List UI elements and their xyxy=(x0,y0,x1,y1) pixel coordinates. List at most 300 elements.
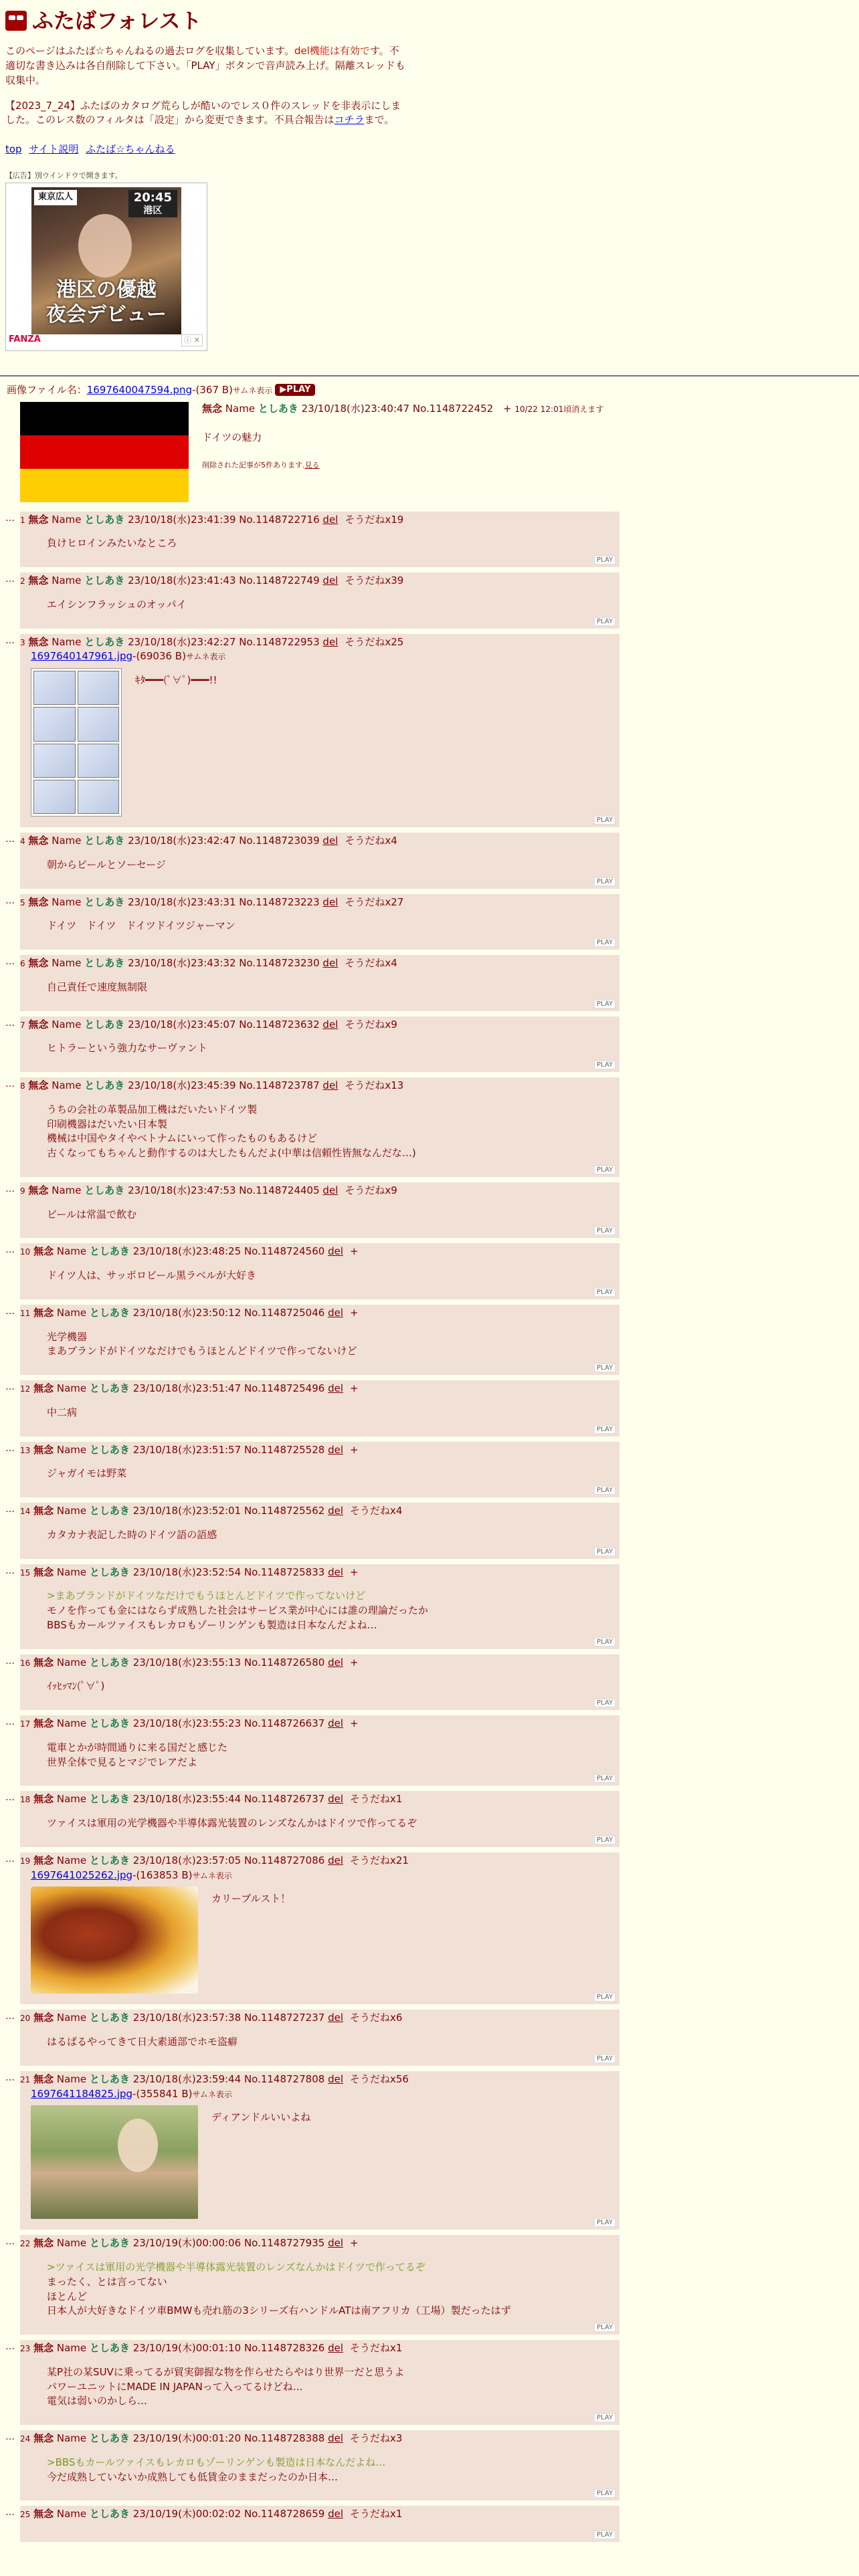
reply-comment xyxy=(205,2111,310,2214)
post-number[interactable]: No.1148725833 xyxy=(244,1566,325,1578)
play-button[interactable]: PLAY xyxy=(594,1699,615,1707)
reply-comment xyxy=(20,1041,619,1056)
sodane-button[interactable]: + xyxy=(349,2237,359,2250)
post-number[interactable]: No.1148723039 xyxy=(239,835,320,847)
reply-marker: … xyxy=(5,1305,15,1317)
op-body xyxy=(189,402,603,502)
play-button[interactable]: PLAY xyxy=(594,877,615,886)
poster-name: としあき xyxy=(258,402,298,415)
name-word: Name xyxy=(52,635,82,648)
subject: 無念 xyxy=(33,2432,54,2445)
post-number[interactable]: No.1148727808 xyxy=(244,2072,325,2085)
reply-comment xyxy=(20,1208,619,1222)
reply-post-info xyxy=(20,513,619,528)
post-number[interactable]: No.1148724560 xyxy=(244,1245,325,1258)
dirndl-image xyxy=(31,2105,198,2219)
del-link[interactable]: del xyxy=(328,2508,343,2520)
del-link[interactable]: del xyxy=(328,2432,343,2445)
post-number[interactable]: No.1148723632 xyxy=(239,1018,320,1031)
comic-image xyxy=(31,668,122,817)
reply-post xyxy=(20,1380,619,1436)
sodane-button[interactable]: そうだねx21 xyxy=(349,1854,409,1866)
play-button[interactable]: PLAY xyxy=(594,1425,615,1434)
reply-index: 21 xyxy=(20,2074,31,2084)
sodane-button[interactable]: そうだねx1 xyxy=(349,2342,403,2355)
del-link[interactable]: del xyxy=(322,1184,339,1196)
sodane-button[interactable]: そうだねx6 xyxy=(349,2012,403,2024)
report-link[interactable]: コチラ xyxy=(334,114,365,126)
op-play-button[interactable]: ▶PLAY xyxy=(275,384,315,396)
reply-index: 17 xyxy=(20,1719,31,1729)
play-row xyxy=(20,1775,619,1783)
reply-post xyxy=(20,1305,619,1375)
post-number[interactable]: No.1148727935 xyxy=(244,2237,325,2250)
nav-about-link[interactable]: サイト説明 xyxy=(29,143,79,156)
reply-row xyxy=(5,894,859,956)
play-button[interactable]: PLAY xyxy=(594,1061,615,1069)
play-row xyxy=(20,1364,619,1372)
post-number[interactable]: No.1148725562 xyxy=(244,1505,325,1517)
post-number[interactable]: No.1148723230 xyxy=(239,957,320,970)
play-button[interactable]: PLAY xyxy=(594,1638,615,1646)
post-number[interactable]: No.1148722749 xyxy=(239,574,320,587)
ad-close-icon[interactable]: ⓘ ✕ xyxy=(181,334,203,346)
reply-image-body xyxy=(20,664,619,817)
poster-name: としあき xyxy=(89,2237,130,2250)
reply-post xyxy=(20,894,619,950)
play-button[interactable]: PLAY xyxy=(594,1486,615,1495)
thumb-toggle[interactable]: サムネ表示 xyxy=(232,385,273,395)
reply-post xyxy=(20,2071,619,2230)
show-deleted-link[interactable]: 見る xyxy=(304,461,320,470)
post-number[interactable]: No.1148723223 xyxy=(239,895,320,908)
reply-row xyxy=(5,512,859,573)
play-button[interactable]: PLAY xyxy=(594,2323,615,2332)
sodane-button[interactable]: そうだねx56 xyxy=(349,2072,409,2085)
post-number[interactable]: No.1148725046 xyxy=(244,1306,325,1319)
nav-top-link[interactable]: top xyxy=(5,143,22,156)
del-link[interactable]: del xyxy=(328,1793,343,1806)
name-word: Name xyxy=(56,1854,87,1866)
play-row xyxy=(20,1638,619,1646)
comment-line: まあブランドがドイツなだけでもうほとんどドイツで作ってないけど xyxy=(47,1345,357,1358)
poster-name: としあき xyxy=(89,1793,130,1806)
comment-line: 光学機器 xyxy=(47,1330,88,1343)
comment-line: エイシンフラッシュのオッパイ xyxy=(47,598,187,611)
comment-line: カリーブルスト！ xyxy=(211,1893,291,1905)
reply-comment xyxy=(20,1406,619,1420)
reply-file-link[interactable]: 1697641025262.jpg xyxy=(31,1868,133,1881)
play-button[interactable]: PLAY xyxy=(594,1547,615,1556)
subject: 無念 xyxy=(33,1306,54,1319)
reply-post xyxy=(20,1182,619,1239)
post-datetime: 23/10/18(水)23:52:01 xyxy=(132,1505,242,1517)
del-link[interactable]: del xyxy=(328,1443,343,1456)
thumb-toggle[interactable]: サムネ表示 xyxy=(192,1870,232,1881)
post-number[interactable]: No.1148725496 xyxy=(244,1382,325,1395)
play-button[interactable]: PLAY xyxy=(594,816,615,825)
poster-name: としあき xyxy=(84,895,125,908)
play-button[interactable]: PLAY xyxy=(594,2218,615,2227)
op-image-german-flag[interactable] xyxy=(20,402,189,502)
reply-file-size: -(355841 B) xyxy=(132,2087,193,2100)
play-row xyxy=(20,1487,619,1495)
reply-index: 24 xyxy=(20,2434,31,2444)
reply-row xyxy=(5,2506,859,2547)
reply-row xyxy=(5,833,859,894)
ad-image[interactable] xyxy=(31,187,181,334)
comment-line: まったく、とは言ってない xyxy=(47,2275,167,2288)
comment-line: モノを作っても金にはならず成熟した社会はサービス業が中心には誰の理論だったか xyxy=(47,1604,428,1617)
reply-post-info xyxy=(20,1245,619,1259)
post-datetime: 23/10/18(水)23:48:25 xyxy=(132,1245,242,1258)
reply-post xyxy=(20,955,619,1011)
reply-post-info xyxy=(20,1443,619,1458)
reply-index: 13 xyxy=(20,1445,31,1455)
comment-line: 印刷機器はだいたい日本製 xyxy=(47,1117,168,1130)
subject: 無念 xyxy=(28,1079,49,1092)
poster-name: としあき xyxy=(89,2072,130,2085)
del-link[interactable]: del xyxy=(328,1656,343,1669)
name-word: Name xyxy=(56,2508,87,2520)
reply-thumbnail[interactable] xyxy=(31,2105,198,2219)
post-datetime: 23/10/19(木)00:01:20 xyxy=(132,2432,242,2445)
sodane-button[interactable]: + xyxy=(349,1656,359,1669)
post-datetime: 23/10/18(水)23:57:38 xyxy=(132,2012,242,2024)
reply-marker: … xyxy=(5,1442,15,1454)
reply-post xyxy=(20,1442,619,1498)
post-number[interactable]: No.1148728326 xyxy=(244,2342,325,2355)
header-divider xyxy=(0,375,859,377)
reply-index: 10 xyxy=(20,1247,31,1257)
subject: 無念 xyxy=(33,2237,54,2250)
reply-post xyxy=(20,1791,619,1847)
post-datetime: 23/10/18(水)23:45:39 xyxy=(128,1079,236,1092)
thumb-toggle[interactable]: サムネ表示 xyxy=(185,652,226,662)
play-row xyxy=(20,1061,619,1069)
reply-row xyxy=(5,2340,859,2430)
reply-index: 20 xyxy=(20,2014,31,2024)
play-button[interactable]: PLAY xyxy=(594,1226,615,1235)
reply-marker: … xyxy=(5,1017,15,1029)
play-row xyxy=(20,1000,619,1008)
reply-comment xyxy=(20,598,619,613)
sodane-button[interactable]: そうだねx25 xyxy=(345,635,404,648)
comic-panel xyxy=(33,780,76,814)
post-number[interactable]: No.1148722716 xyxy=(239,513,320,526)
comment-line: はるばるやってきて日大素通部でホモ盗癖 xyxy=(47,2036,238,2048)
name-word: Name xyxy=(56,2432,87,2445)
sodane-button[interactable]: + xyxy=(349,1443,359,1456)
sodane-button[interactable]: + xyxy=(349,1306,359,1319)
poster-name: としあき xyxy=(89,1566,130,1578)
post-datetime: 23/10/18(水)23:40:47 xyxy=(301,402,410,415)
reply-comment xyxy=(20,1103,619,1161)
del-link[interactable]: del xyxy=(328,1382,343,1395)
comment-line: ほとんど xyxy=(47,2290,88,2302)
name-word: Name xyxy=(52,1184,82,1196)
play-button[interactable]: PLAY xyxy=(594,2531,615,2539)
name-word: Name xyxy=(56,1245,87,1258)
reply-marker: … xyxy=(5,1382,15,1393)
reply-thread xyxy=(0,512,859,2548)
post-number[interactable]: No.1148727237 xyxy=(244,2012,325,2024)
post-datetime: 23/10/18(水)23:55:44 xyxy=(132,1793,242,1806)
reply-post-info xyxy=(20,2011,619,2026)
comment-line: BBSもカールツァイスもレカロもゾーリンゲンも製造は日本なんだよね… xyxy=(47,1618,377,1631)
reply-post xyxy=(20,1654,619,1711)
sodane-button[interactable]: そうだねx19 xyxy=(345,513,404,526)
sodane-button[interactable]: そうだねx9 xyxy=(345,1184,397,1196)
comment-line: ドイツ人は、サッポロビール黒ラベルが大好き xyxy=(47,1269,257,1282)
post-number[interactable]: No.1148724405 xyxy=(239,1184,320,1196)
subject: 無念 xyxy=(33,2342,54,2355)
sodane-button[interactable]: そうだねx9 xyxy=(345,1018,397,1031)
sodane-button[interactable]: そうだねx27 xyxy=(345,895,404,908)
play-button[interactable]: PLAY xyxy=(594,617,615,626)
post-number[interactable]: No.1148727086 xyxy=(244,1854,325,1866)
play-button[interactable]: PLAY xyxy=(594,1836,615,1844)
sodane-button[interactable]: そうだねx39 xyxy=(345,574,404,587)
reply-file-link[interactable]: 1697641184825.jpg xyxy=(31,2087,133,2100)
name-word: Name xyxy=(52,895,82,908)
del-link[interactable]: del xyxy=(322,1079,339,1092)
post-number[interactable]: No.1148725528 xyxy=(244,1443,325,1456)
play-button[interactable]: PLAY xyxy=(594,938,615,947)
poster-name: としあき xyxy=(84,1184,125,1196)
reply-file-line xyxy=(20,2087,619,2102)
reply-post xyxy=(20,1503,619,1559)
comment-line: 世界全体で見るとマジでレアだよ xyxy=(47,1755,198,1768)
post-datetime: 23/10/18(水)23:41:39 xyxy=(128,513,236,526)
reply-marker: … xyxy=(5,2011,15,2022)
reply-post-info xyxy=(20,1382,619,1396)
reply-index: 4 xyxy=(20,837,25,847)
name-word: Name xyxy=(56,1505,87,1517)
post-number[interactable]: No.1148722452 xyxy=(412,402,494,415)
del-link[interactable]: del xyxy=(328,1245,343,1258)
reply-post-info xyxy=(20,1656,619,1671)
subject: 無念 xyxy=(28,513,49,526)
name-word: Name xyxy=(56,2237,87,2250)
poster-name: としあき xyxy=(89,2342,130,2355)
play-button[interactable]: PLAY xyxy=(594,2054,615,2063)
sodane-button[interactable]: そうだねx1 xyxy=(349,2508,403,2520)
reply-row xyxy=(5,1564,859,1654)
del-link[interactable]: del xyxy=(328,1717,343,1730)
sodane-button[interactable]: + xyxy=(349,1566,359,1578)
del-link[interactable]: del xyxy=(328,1306,343,1319)
reply-thumbnail[interactable] xyxy=(31,668,122,817)
name-word: Name xyxy=(56,1793,87,1806)
reply-comment xyxy=(20,2035,619,2050)
reply-index: 5 xyxy=(20,897,25,907)
reply-file-line xyxy=(20,649,619,664)
reply-post xyxy=(20,1243,619,1299)
reply-index: 16 xyxy=(20,1658,31,1668)
reply-marker: … xyxy=(5,2341,15,2353)
comment-line: ドイツ ドイツ ドイツドイツジャーマン xyxy=(47,920,235,932)
post-datetime: 23/10/18(水)23:43:32 xyxy=(128,957,236,970)
del-link[interactable]: del xyxy=(328,1854,343,1866)
comment-line: ヒトラーという強力なサーヴァント xyxy=(47,1042,207,1055)
play-button[interactable]: PLAY xyxy=(594,2489,615,2498)
post-datetime: 23/10/19(木)00:01:10 xyxy=(132,2342,242,2355)
page-header xyxy=(0,0,859,351)
sodane-button[interactable]: そうだねx4 xyxy=(345,957,397,970)
play-row xyxy=(20,2490,619,2498)
poster-name: としあき xyxy=(89,2012,130,2024)
sodane-button[interactable]: そうだねx1 xyxy=(349,1793,403,1806)
reply-post-info xyxy=(20,1018,619,1033)
sodane-button[interactable]: + xyxy=(503,402,512,415)
play-button[interactable]: PLAY xyxy=(594,1288,615,1297)
reply-marker: … xyxy=(5,834,15,845)
reply-row xyxy=(5,634,859,833)
sodane-button[interactable]: + xyxy=(349,1382,359,1395)
comment-line: 某P社の某SUVに乗ってるが貿実御握な物を作らせたらやはり世界一だと思うよ xyxy=(47,2365,405,2378)
del-link[interactable]: del xyxy=(328,2072,343,2085)
reply-post xyxy=(20,2430,619,2500)
play-row xyxy=(20,1227,619,1235)
post-number[interactable]: No.1148726737 xyxy=(244,1793,325,1806)
reply-index: 19 xyxy=(20,1856,31,1866)
post-number[interactable]: No.1148726637 xyxy=(244,1717,325,1730)
quote-line: >ツァイスは軍用の光学機器や半導体露光装置のレンズなんかはドイツで作ってるぞ xyxy=(47,2261,425,2274)
sodane-button[interactable]: + xyxy=(349,1717,359,1730)
del-link[interactable]: del xyxy=(328,2237,343,2250)
del-link[interactable]: del xyxy=(322,895,339,908)
sodane-button[interactable]: そうだねx4 xyxy=(345,835,397,847)
del-link[interactable]: del xyxy=(328,2012,343,2024)
ad-model-image xyxy=(78,214,132,278)
name-word: Name xyxy=(56,1382,87,1395)
play-row xyxy=(20,2414,619,2422)
reply-row xyxy=(5,2010,859,2071)
reply-comment xyxy=(20,1467,619,1481)
reply-index: 12 xyxy=(20,1384,31,1394)
del-link[interactable]: del xyxy=(322,1018,339,1031)
ad-banner[interactable] xyxy=(5,183,207,351)
reply-comment xyxy=(20,1741,619,1770)
play-row xyxy=(20,2324,619,2332)
play-button[interactable]: PLAY xyxy=(594,1993,615,2002)
del-link[interactable]: del xyxy=(322,574,339,587)
currywurst-image xyxy=(31,1887,198,1994)
reply-post xyxy=(20,2235,619,2335)
reply-comment xyxy=(20,1330,619,1360)
play-button[interactable]: PLAY xyxy=(594,1000,615,1008)
reply-index: 15 xyxy=(20,1568,31,1578)
quote-line: >BBSもカールツァイスもレカロもゾーリンゲンも製造は日本なんだよね… xyxy=(47,2456,386,2468)
comment-line: 古くなってもちゃんと動作するのは大したもんだよ(中華は信頼性皆無なんだな…) xyxy=(47,1147,416,1160)
name-word: Name xyxy=(225,402,256,415)
op-file-link[interactable]: 1697640047594.png xyxy=(86,383,193,396)
reply-row xyxy=(5,1182,859,1244)
reply-post xyxy=(20,2340,619,2425)
reply-row xyxy=(5,2430,859,2506)
reply-post xyxy=(20,2506,619,2542)
op-file-line xyxy=(0,383,859,398)
op-file-size: -(367 B) xyxy=(192,383,233,396)
comment-line: ディアンドルいいよね xyxy=(211,2111,311,2124)
del-link[interactable]: del xyxy=(322,635,339,648)
post-datetime: 23/10/18(水)23:41:43 xyxy=(128,574,236,587)
reply-row xyxy=(5,1715,859,1791)
flag-stripe-red xyxy=(20,435,189,469)
post-number[interactable]: No.1148728659 xyxy=(244,2508,325,2520)
name-word: Name xyxy=(56,1566,87,1578)
ad-tag: 東京広人 xyxy=(34,190,77,205)
reply-file-size: -(163853 B) xyxy=(132,1868,193,1881)
subject: 無念 xyxy=(33,2012,54,2024)
play-button[interactable]: PLAY xyxy=(594,1364,615,1372)
comment-line: 電気は弱いのかしら… xyxy=(47,2395,148,2407)
post-number[interactable]: No.1148728388 xyxy=(244,2432,325,2445)
reply-comment xyxy=(20,1816,619,1831)
post-datetime: 23/10/19(木)00:02:02 xyxy=(132,2508,242,2520)
reply-index: 9 xyxy=(20,1186,25,1196)
reply-index: 3 xyxy=(20,637,25,647)
reply-marker: … xyxy=(5,635,15,646)
sodane-button[interactable]: そうだねx3 xyxy=(349,2432,403,2445)
subject: 無念 xyxy=(202,402,223,415)
reply-post-info xyxy=(20,2341,619,2356)
reply-comment xyxy=(20,1528,619,1543)
subject: 無念 xyxy=(28,957,49,970)
play-button[interactable]: PLAY xyxy=(594,2413,615,2422)
reply-image-body xyxy=(20,2101,619,2219)
subject: 無念 xyxy=(33,1382,54,1395)
play-button[interactable]: PLAY xyxy=(594,1166,615,1174)
play-row xyxy=(20,939,619,947)
nav-futaba-link[interactable]: ふたば☆ちゃんねる xyxy=(86,143,175,156)
poster-name: としあき xyxy=(89,1717,130,1730)
del-link[interactable]: del xyxy=(328,1505,343,1517)
del-link[interactable]: del xyxy=(328,1566,343,1578)
reply-index: 23 xyxy=(20,2344,31,2354)
del-link[interactable]: del xyxy=(322,835,339,847)
thumb-toggle[interactable]: サムネ表示 xyxy=(192,2089,232,2099)
ad-time-badge xyxy=(128,190,177,217)
reply-thumbnail[interactable] xyxy=(31,1887,198,1994)
post-number[interactable]: No.1148722953 xyxy=(239,635,320,648)
reply-file-link[interactable]: 1697640147961.jpg xyxy=(31,650,133,663)
post-number[interactable]: No.1148726580 xyxy=(244,1656,325,1669)
play-button[interactable]: PLAY xyxy=(594,1774,615,1783)
sodane-button[interactable]: そうだねx4 xyxy=(349,1505,403,1517)
sodane-button[interactable]: + xyxy=(349,1245,359,1258)
post-datetime: 23/10/18(水)23:45:07 xyxy=(128,1018,236,1031)
comment-line: ｲｯﾋｯﾏﾝ(ﾟ∀ﾟ) xyxy=(47,1680,105,1693)
post-number[interactable]: No.1148723787 xyxy=(239,1079,320,1092)
sodane-button[interactable]: そうだねx13 xyxy=(345,1079,404,1092)
flag-stripe-gold xyxy=(20,469,189,502)
reply-index: 25 xyxy=(20,2510,31,2520)
del-link[interactable]: del xyxy=(322,513,339,526)
op-post xyxy=(0,402,859,502)
reply-post-info xyxy=(20,635,619,650)
del-link[interactable]: del xyxy=(328,2342,343,2355)
reply-row xyxy=(5,1305,859,1380)
ad-place: 港区 xyxy=(143,205,163,216)
post-datetime: 23/10/18(水)23:43:31 xyxy=(128,895,236,908)
del-link[interactable]: del xyxy=(322,957,339,970)
reply-row xyxy=(5,2071,859,2236)
name-word: Name xyxy=(56,2072,87,2085)
subject: 無念 xyxy=(33,1854,54,1866)
play-button[interactable]: PLAY xyxy=(594,556,615,564)
